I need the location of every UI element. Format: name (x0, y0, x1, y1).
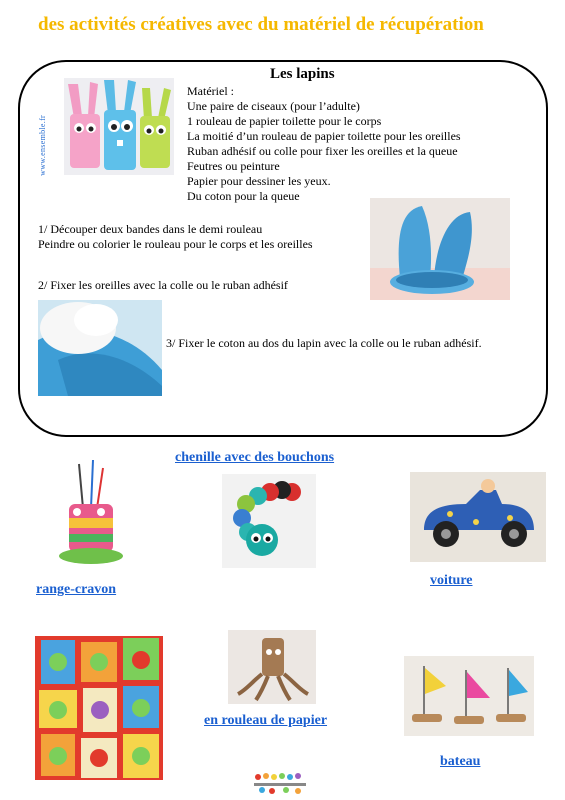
materials-line: Ruban adhésif ou colle pour fixer les oreilles et la queue (187, 144, 458, 158)
materials-line: Du coton pour la queue (187, 189, 300, 203)
link-rouleau[interactable]: en rouleau de papier (204, 713, 328, 728)
materials-list (187, 84, 461, 204)
link-chenille[interactable]: chenille avec des bouchons (175, 450, 335, 465)
link-voiture[interactable]: voiture (430, 573, 473, 588)
link-range-crayon[interactable]: range-cravon (36, 582, 117, 597)
octopus-photo (228, 630, 316, 704)
materials-line: La moitié d’un rouleau de papier toilette pour les oreilles (187, 129, 461, 143)
card-title: Les lapins (270, 66, 335, 82)
link-bateau[interactable]: bateau (440, 754, 481, 769)
step-1-line: Peindre ou colorier le rouleau pour le corps et les oreilles (38, 237, 313, 251)
pencil-holder-photo (57, 460, 123, 566)
caterpillar-photo (222, 474, 316, 568)
side-watermark-url: www.ensemble.fr (38, 115, 47, 176)
car-photo (410, 472, 546, 562)
step-2: 2/ Fixer les oreilles avec la colle ou le ruban adhésif (38, 278, 288, 292)
step-3: 3/ Fixer le coton au dos du lapin avec la colle ou le ruban adhésif. (166, 336, 482, 350)
step-1 (38, 222, 313, 252)
cards-photo (35, 636, 163, 780)
page-title: des activités créatives avec du matériel de récupération (38, 14, 484, 35)
boats-photo (404, 656, 534, 736)
step-1-line: 1/ Découper deux bandes dans le demi rouleau (38, 222, 263, 236)
cotton-photo (38, 300, 162, 396)
materials-line: Papier pour dessiner les yeux. (187, 174, 331, 188)
materials-line: Une paire de ciseaux (pour l’adulte) (187, 99, 360, 113)
materials-line: Feutres ou peinture (187, 159, 280, 173)
materials-line: Matériel : (187, 84, 234, 98)
footer-logo (250, 770, 310, 794)
bunnies-photo (64, 78, 174, 175)
ears-photo (370, 198, 510, 300)
materials-line: 1 rouleau de papier toilette pour le corps (187, 114, 382, 128)
